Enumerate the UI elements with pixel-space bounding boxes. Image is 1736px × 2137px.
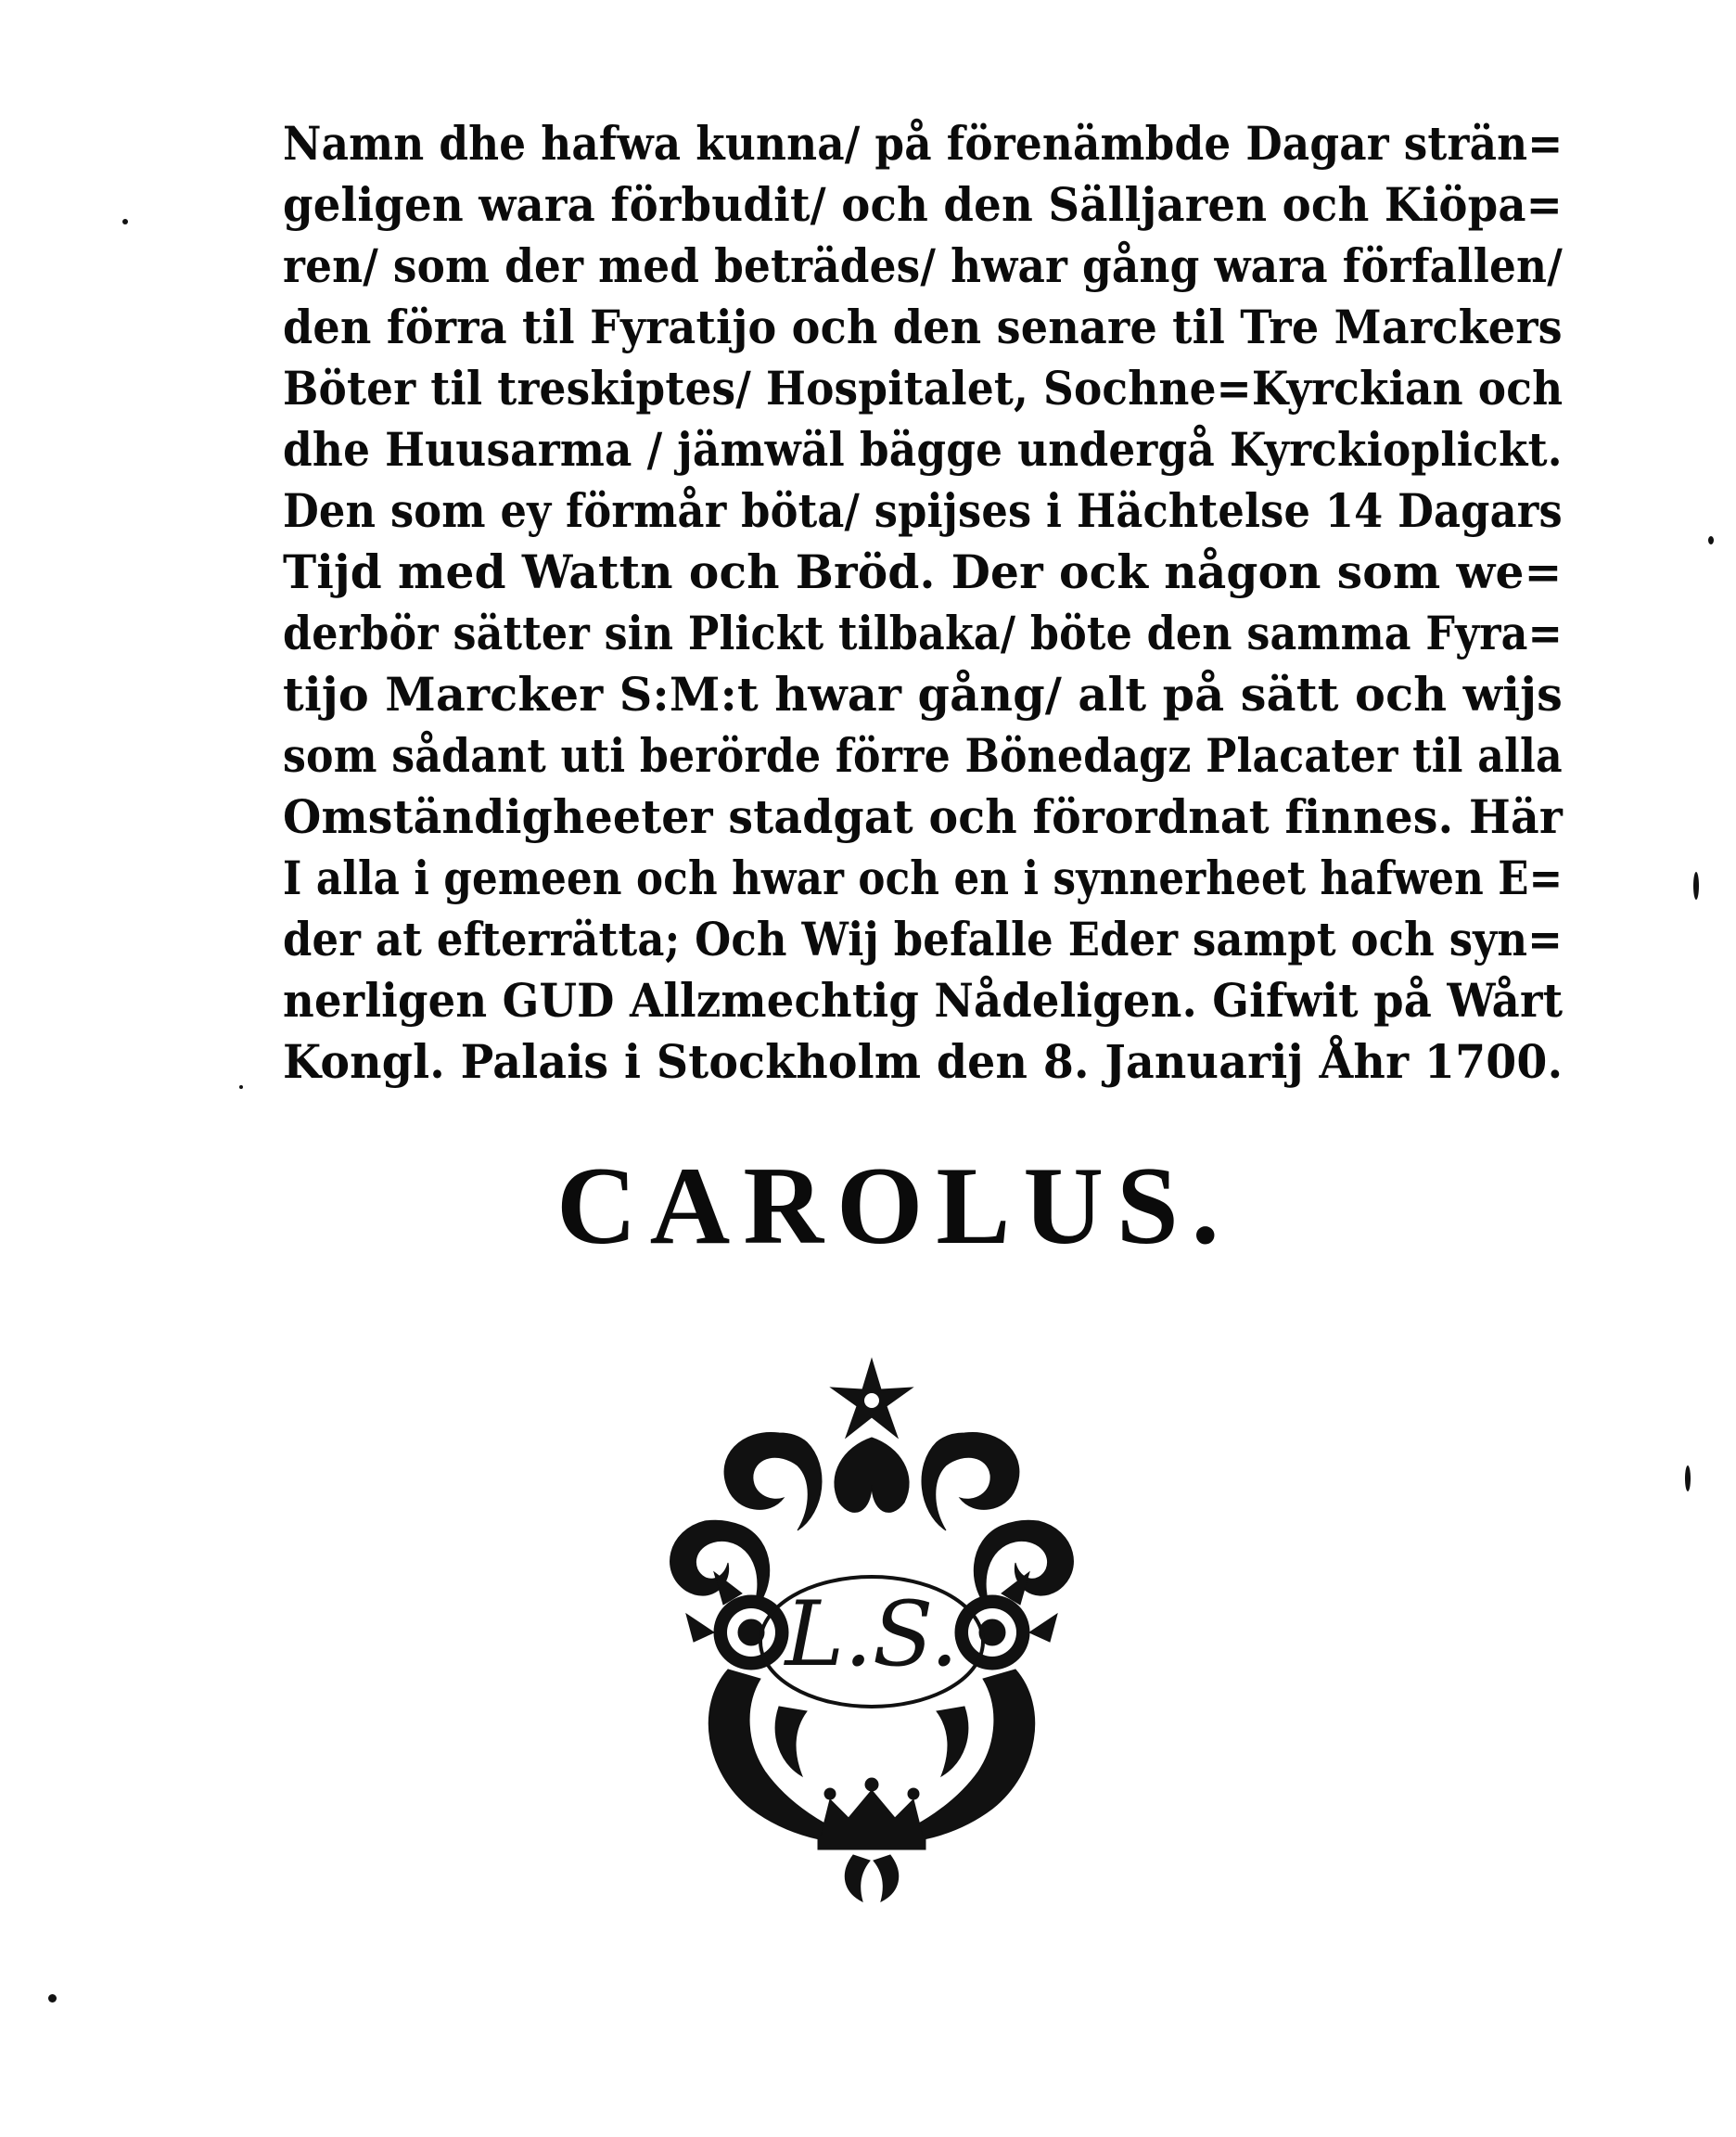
- text-line: Böter til treskiptes/ Hospitalet, Sochne=Kyrckian och: [283, 361, 1564, 416]
- text-line: der at efterrätta; Och Wij befalle Eder sampt och syn=: [283, 912, 1564, 966]
- text-line: den förra til Fyratijo och den senare til Tre Marckers: [283, 300, 1563, 354]
- seal-monogram: L.S.: [785, 1582, 959, 1686]
- seal-ornament: [640, 1336, 1104, 1911]
- scan-speck: [239, 1085, 243, 1089]
- scan-speck: [1708, 536, 1714, 544]
- scan-speck: [122, 219, 128, 224]
- text-line: derbör sätter sin Plickt tilbaka/ böte den samma Fyra=: [283, 606, 1563, 660]
- text-line: Namn dhe hafwa kunna/ på förenämbde Dagar strän=: [283, 116, 1564, 171]
- text-line: som sådant uti berörde förre Bönedagz Placater til alla: [283, 728, 1563, 783]
- text-line: nerligen GUD Allzmechtig Nådeligen. Gifwit på Wårt: [283, 973, 1564, 1028]
- text-line: geligen wara förbudit/ och den Sälljaren och Kiöpa=: [283, 177, 1563, 232]
- text-line: Omständigheeter stadgat och förordnat finnes. Här: [283, 789, 1563, 844]
- scan-speck: [1685, 1465, 1691, 1491]
- scan-speck: [48, 1994, 57, 2003]
- text-line: I alla i gemeen och hwar och en i synnerheet hafwen E=: [283, 851, 1564, 905]
- scan-speck: [1693, 872, 1699, 900]
- text-line: Kongl. Palais i Stockholm den 8. Januarij Åhr 1700.: [283, 1034, 1564, 1089]
- royal-signature: CAROLUS.: [556, 1144, 1232, 1267]
- seal-ornament-icon: [640, 1336, 1104, 1911]
- body-text: [283, 113, 1563, 1093]
- text-line: ren/ som der med beträdes/ hwar gång wara förfallen/: [283, 238, 1563, 293]
- text-line: Tijd med Wattn och Bröd. Der ock någon som we=: [283, 544, 1563, 599]
- text-line: dhe Huusarma / jämwäl bägge undergå Kyrckioplickt.: [283, 422, 1563, 477]
- text-line: Den som ey förmår böta/ spijses i Hächtelse 14 Dagars: [283, 483, 1563, 538]
- text-line: tijo Marcker S:M:t hwar gång/ alt på sätt och wijs: [283, 667, 1564, 722]
